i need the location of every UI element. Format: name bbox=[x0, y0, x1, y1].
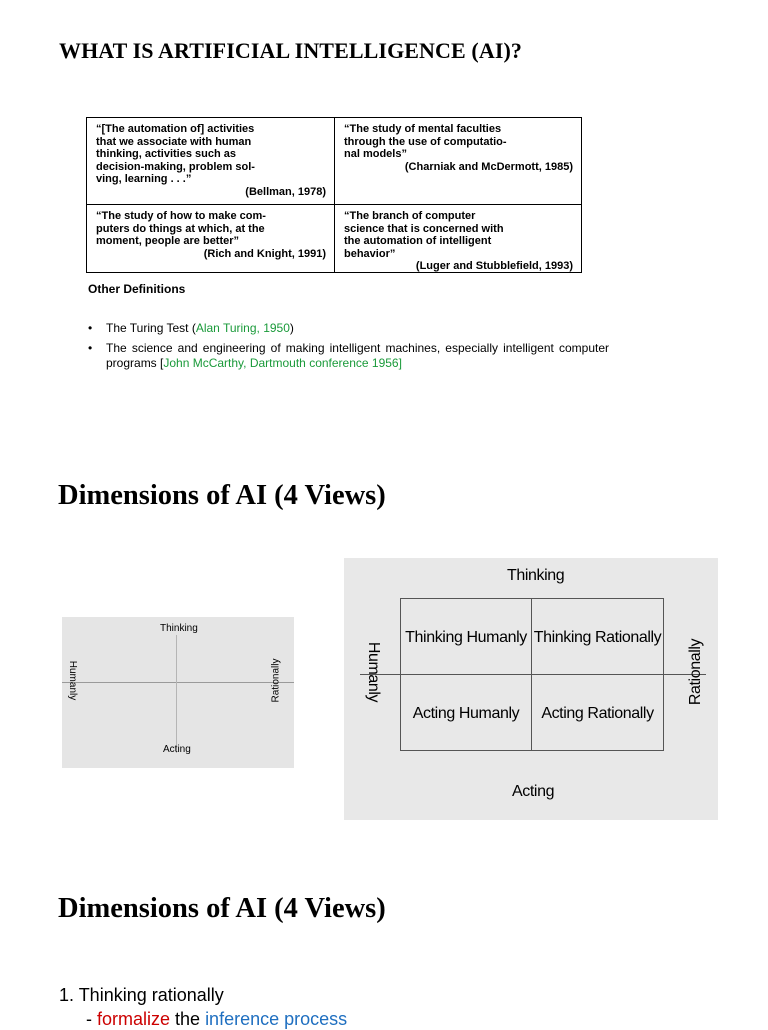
definition-line: “[The automation of] activities bbox=[96, 123, 255, 135]
definition-cell-luger bbox=[335, 205, 581, 276]
other-definitions-heading: Other Definitions bbox=[88, 282, 186, 296]
list-item bbox=[86, 321, 609, 336]
list-item-text: The Turing Test ( bbox=[106, 321, 196, 335]
definition-line: nal models” bbox=[344, 148, 407, 161]
definition-cell-charniak bbox=[335, 118, 581, 176]
section-heading-dimensions-2: Dimensions of AI (4 Views) bbox=[58, 893, 386, 924]
definition-line: behavior” bbox=[344, 247, 396, 260]
definition-line: puters do things at which, at the bbox=[96, 222, 265, 235]
axis-label-acting: Acting bbox=[512, 783, 555, 800]
section-heading-dimensions: Dimensions of AI (4 Views) bbox=[58, 480, 386, 511]
definition-line: that we associate with human bbox=[96, 135, 252, 148]
list-item bbox=[86, 341, 609, 371]
axis-label-acting: Acting bbox=[163, 744, 191, 755]
page-title: WHAT IS ARTIFICIAL INTELLIGENCE (AI)? bbox=[59, 38, 523, 63]
dimensions-diagram-large bbox=[344, 558, 718, 820]
axis-label-rationally: Rationally bbox=[270, 658, 282, 703]
axis-label-thinking: Thinking bbox=[507, 567, 565, 584]
definition-citation: (Rich and Knight, 1991) bbox=[203, 247, 326, 260]
list-item-text: The science and engineering of making intelligent machines, especially intelligent computer programs [ bbox=[106, 341, 609, 370]
subitem-dash: - bbox=[86, 1009, 97, 1029]
other-definitions-list bbox=[86, 321, 609, 376]
axis-label-thinking: Thinking bbox=[160, 623, 198, 634]
definition-line: moment, people are better” bbox=[96, 235, 240, 248]
definition-line: “The branch of computer bbox=[344, 210, 476, 222]
subitem-inference-process: inference process bbox=[205, 1009, 348, 1029]
definition-line: through the use of computatio- bbox=[344, 135, 507, 148]
quadrant-label: Thinking Rationally bbox=[533, 629, 662, 646]
definition-line: “The study of mental faculties bbox=[344, 123, 502, 135]
definition-citation: (Luger and Stubblefield, 1993) bbox=[415, 260, 573, 273]
definition-citation: (Charniak and McDermott, 1985) bbox=[404, 160, 573, 173]
axis-label-rationally: Rationally bbox=[687, 638, 704, 706]
definition-cell-rich-knight bbox=[87, 205, 334, 263]
axis-label-humanly: Humanly bbox=[365, 641, 382, 703]
quadrant-label: Acting Rationally bbox=[541, 705, 654, 722]
definition-line: decision-making, problem sol- bbox=[96, 160, 255, 173]
list-item-thinking-rationally: 1. Thinking rationally bbox=[59, 985, 224, 1005]
definition-cell-bellman bbox=[87, 118, 334, 202]
definitions-table bbox=[86, 117, 582, 273]
reference-link: John McCarthy, Dartmouth conference 1956] bbox=[163, 356, 402, 370]
definition-line: science that is concerned with bbox=[344, 222, 504, 235]
definition-line: thinking, activities such as bbox=[96, 148, 236, 161]
subitem-text: the bbox=[170, 1009, 206, 1029]
subitem-formalize: formalize bbox=[97, 1009, 171, 1029]
definition-line: “The study of how to make com- bbox=[96, 210, 266, 222]
reference-link: Alan Turing, 1950 bbox=[195, 321, 290, 335]
horizontal-axis bbox=[62, 682, 294, 683]
quadrant-label: Acting Humanly bbox=[412, 705, 520, 722]
definition-line: ving, learning . . .” bbox=[96, 173, 192, 186]
definition-line: the automation of intelligent bbox=[344, 235, 492, 248]
list-item-text: ) bbox=[289, 321, 294, 335]
quadrant-label: Thinking Humanly bbox=[405, 629, 527, 646]
axis-label-humanly: Humanly bbox=[67, 660, 79, 701]
list-subitem bbox=[86, 1009, 347, 1030]
definition-citation: (Bellman, 1978) bbox=[245, 185, 326, 198]
vertical-axis bbox=[176, 635, 177, 753]
dimensions-diagram-small bbox=[62, 617, 294, 768]
